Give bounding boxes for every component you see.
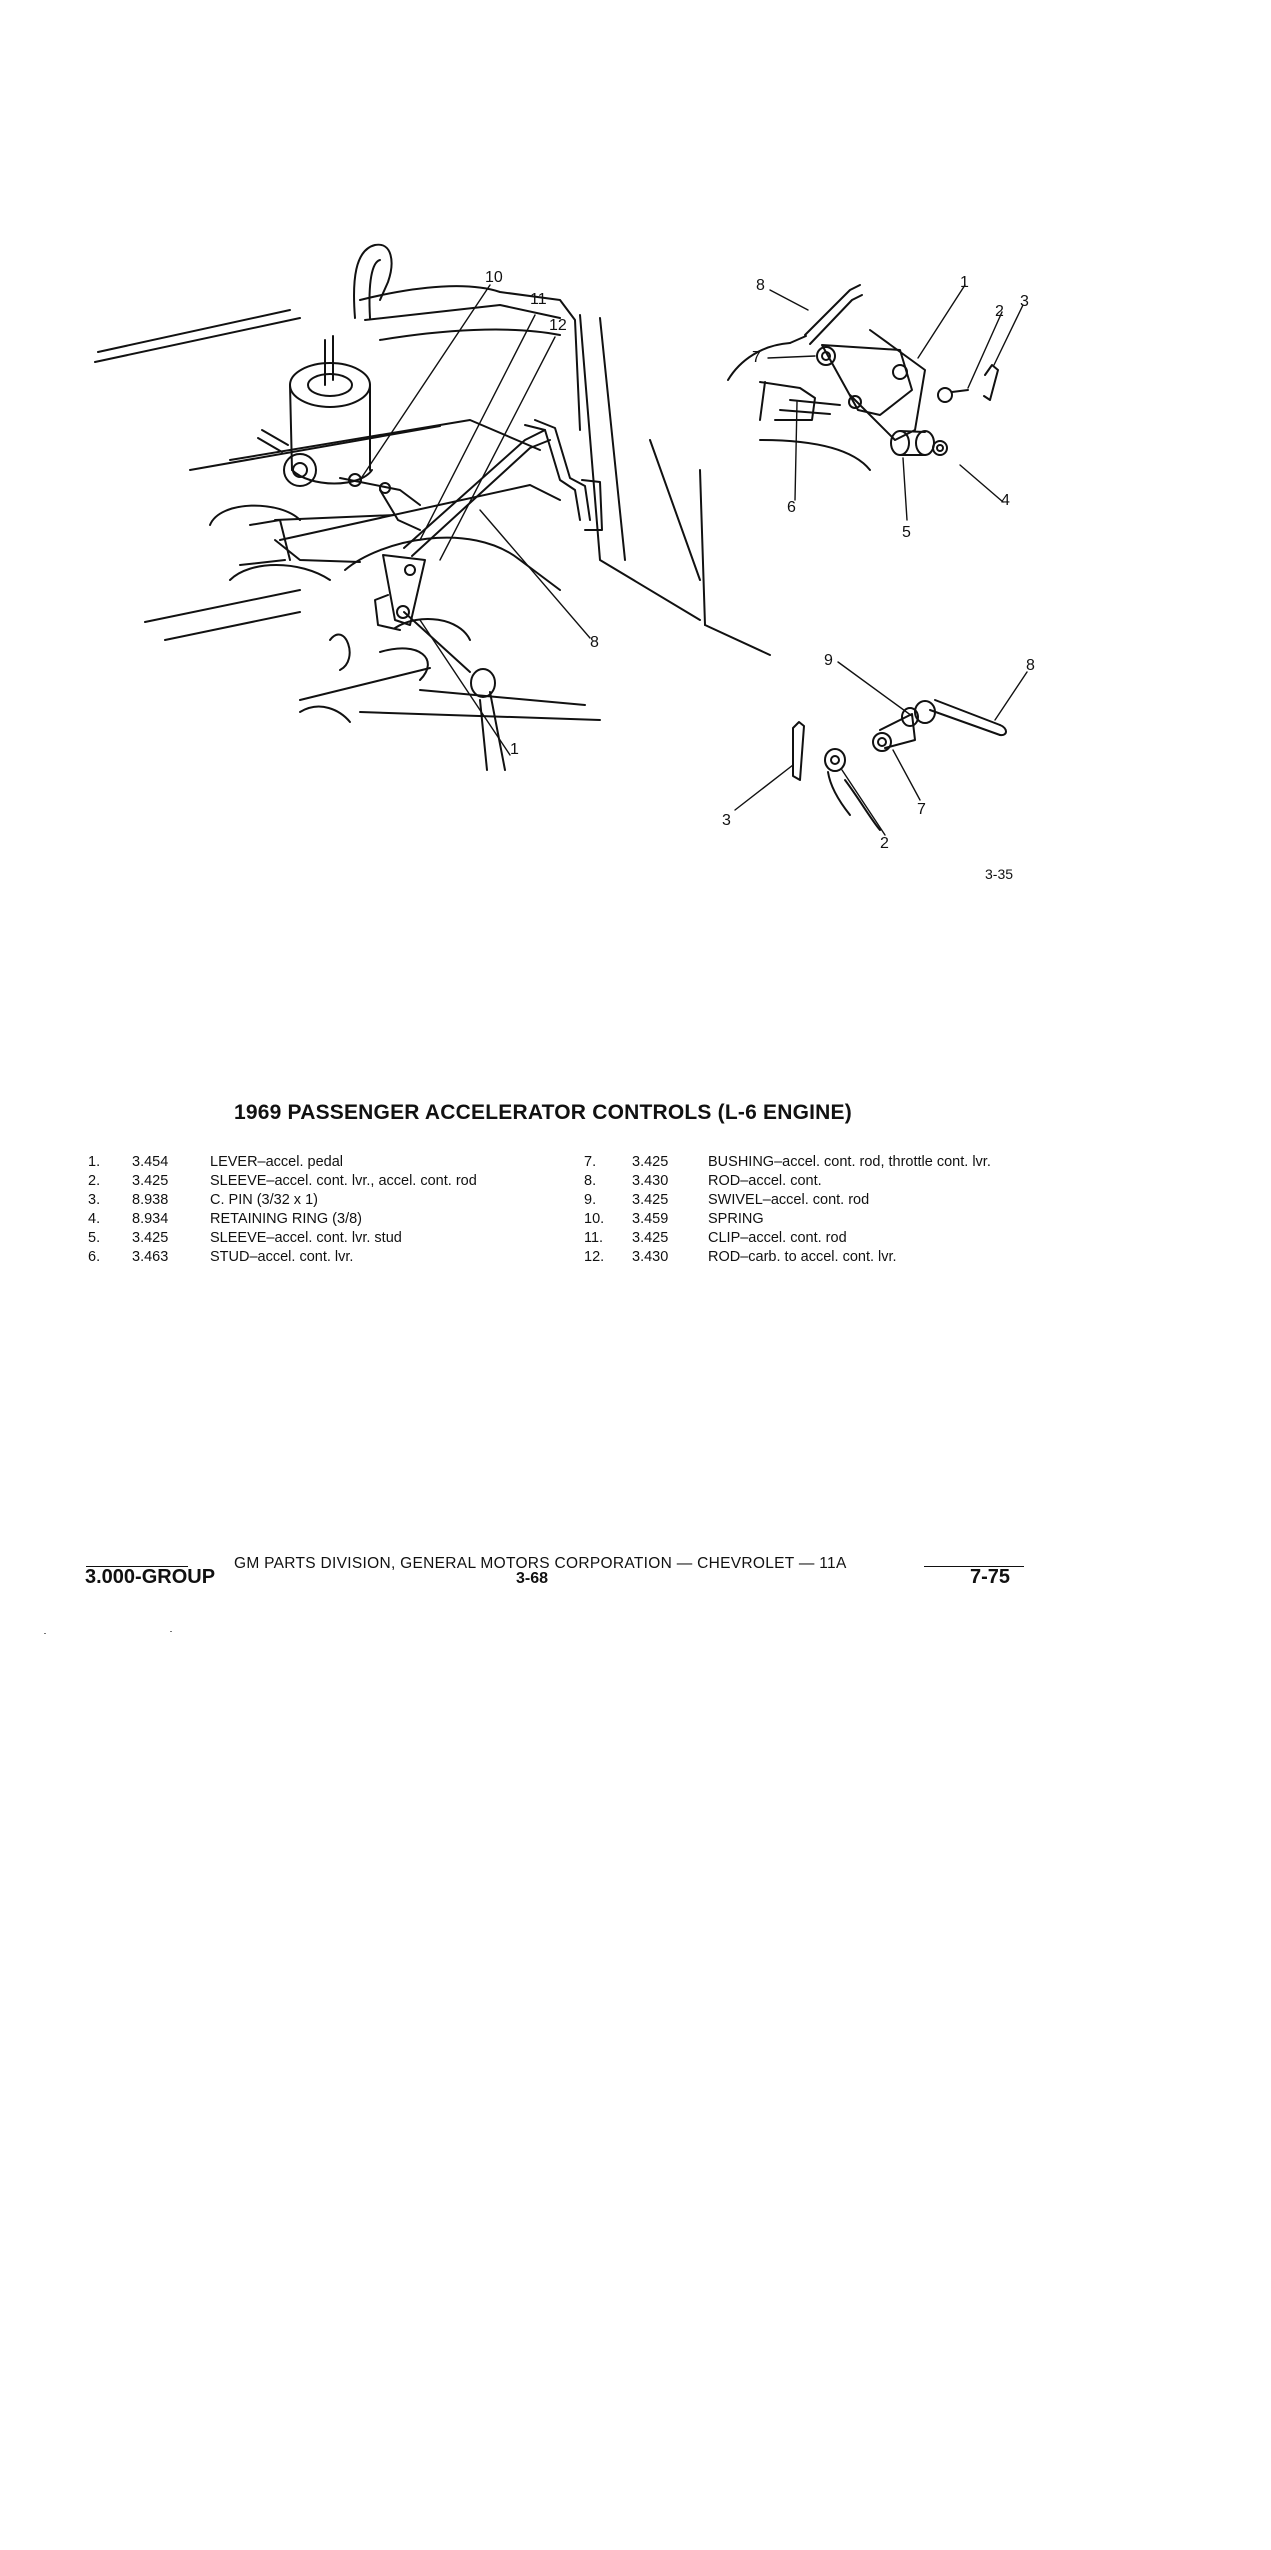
callout-1: 1	[510, 741, 519, 758]
callout-5-detail: 5	[902, 524, 911, 541]
callout-3-detail-b: 3	[722, 812, 731, 829]
part-description: ROD–accel. cont.	[708, 1173, 822, 1189]
group-number: 3.425	[632, 1230, 669, 1246]
part-description: SLEEVE–accel. cont. lvr., accel. cont. rod	[210, 1173, 477, 1189]
detail-bottom-leaders	[735, 662, 1027, 835]
group-number: 3.425	[632, 1192, 669, 1208]
part-number: 2.	[88, 1173, 101, 1189]
part-number: 6.	[88, 1249, 101, 1265]
detail-lever-assembly	[728, 285, 998, 470]
part-number: 3.	[88, 1192, 101, 1208]
part-number: 5.	[88, 1230, 101, 1246]
callout-4-detail: 4	[1001, 492, 1010, 509]
group-number: 3.463	[132, 1249, 169, 1265]
callout-11: 11	[530, 291, 547, 308]
group-number: 3.425	[132, 1230, 169, 1246]
detail-bottom-callout-labels	[722, 652, 1035, 852]
accelerator-controls-illustration	[0, 0, 1271, 900]
revision-date: 7-75	[970, 1566, 1011, 1588]
part-description: SLEEVE–accel. cont. lvr. stud	[210, 1230, 402, 1246]
publisher-line: GM PARTS DIVISION, GENERAL MOTORS CORPORATION — CHEVROLET — 11A	[234, 1555, 847, 1572]
part-description: BUSHING–accel. cont. rod, throttle cont. lvr.	[708, 1154, 991, 1170]
group-number: 3.425	[132, 1173, 169, 1189]
group-number: 8.934	[132, 1211, 169, 1227]
callout-8: 8	[590, 634, 599, 651]
part-description: LEVER–accel. pedal	[210, 1154, 343, 1170]
scan-speck	[170, 1631, 172, 1632]
engine-view	[95, 245, 770, 770]
part-number: 1.	[88, 1154, 101, 1170]
main-leaders	[360, 285, 590, 755]
part-number: 12.	[584, 1249, 605, 1265]
callout-8-detail: 8	[756, 277, 765, 294]
group-number: 3.430	[632, 1173, 669, 1189]
part-description: SPRING	[708, 1211, 764, 1227]
page-number: 3-68	[516, 1570, 549, 1587]
callout-2-detail-b: 2	[880, 835, 889, 852]
scan-speck	[44, 1633, 46, 1634]
group-number: 3.454	[132, 1154, 169, 1170]
group-number: 3.430	[632, 1249, 669, 1265]
callout-1-detail: 1	[960, 274, 969, 291]
callout-8-detail-b: 8	[1026, 657, 1035, 674]
part-number: 8.	[584, 1173, 597, 1189]
callout-7-detail-b: 7	[917, 801, 926, 818]
callout-3-detail: 3	[1020, 293, 1029, 310]
callout-9-detail: 9	[824, 652, 833, 669]
part-description: SWIVEL–accel. cont. rod	[708, 1192, 870, 1208]
part-number: 11.	[584, 1230, 604, 1246]
detail-swivel-assembly	[793, 700, 1006, 830]
part-number: 7.	[584, 1154, 597, 1170]
part-description: C. PIN (3/32 x 1)	[210, 1192, 318, 1208]
callout-10: 10	[485, 269, 503, 286]
part-number: 4.	[88, 1211, 101, 1227]
part-description: ROD–carb. to accel. cont. lvr.	[708, 1249, 897, 1265]
figure-number: 3-35	[985, 866, 1014, 882]
group-label: 3.000-GROUP	[85, 1566, 216, 1588]
callout-7-detail: 7	[752, 349, 761, 366]
part-description: STUD–accel. cont. lvr.	[210, 1249, 354, 1265]
part-description: RETAINING RING (3/8)	[210, 1211, 362, 1227]
group-number: 3.425	[632, 1154, 669, 1170]
part-number: 9.	[584, 1192, 597, 1208]
callout-12: 12	[549, 317, 567, 334]
part-description: CLIP–accel. cont. rod	[708, 1230, 847, 1246]
callout-2-detail: 2	[995, 303, 1004, 320]
group-number: 3.459	[632, 1211, 669, 1227]
page-title: 1969 PASSENGER ACCELERATOR CONTROLS (L-6 ENGINE)	[234, 1101, 852, 1124]
part-number: 10.	[584, 1211, 605, 1227]
group-number: 8.938	[132, 1192, 169, 1208]
callout-6-detail: 6	[787, 499, 796, 516]
